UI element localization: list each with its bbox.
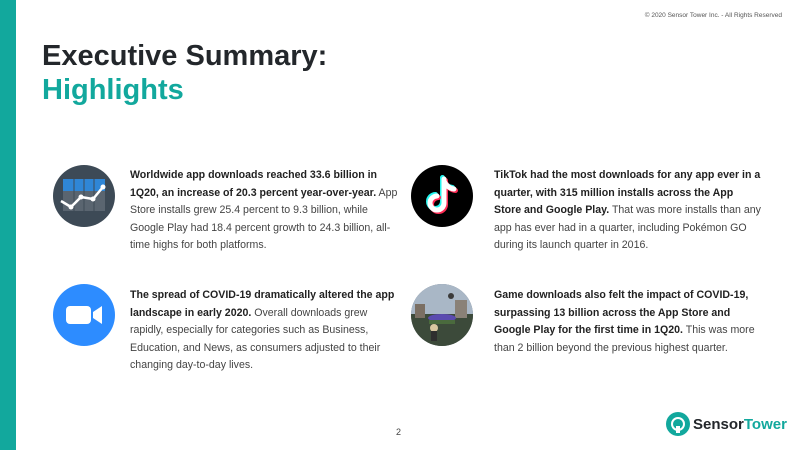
copyright-notice: © 2020 Sensor Tower Inc. - All Rights Reserved: [644, 12, 782, 19]
highlight-worldwide-downloads: [130, 167, 398, 255]
page-subtitle: Highlights: [42, 74, 184, 106]
highlight-text: [130, 167, 398, 255]
brand-part-tower: Tower: [743, 415, 787, 433]
highlight-body: App Store installs grew 25.4 percent to 9.3 billion, while Google Play had 18.4 percent growth to 24.3 billion, all-time highs for both platforms.: [130, 186, 398, 251]
highlight-covid-impact: [130, 287, 398, 375]
page-title: Executive Summary:: [42, 40, 328, 72]
highlight-body: Overall downloads grew rapidly, especially for categories such as Business, Education, and News, as consumers adjusted to their changing day-to-day lives.: [130, 306, 381, 371]
brand-part-sensor: Sensor: [693, 415, 744, 433]
highlight-body: That was more installs than any app has ever had in a quarter, including Pokémon GO during its launch quarter in 2016.: [494, 204, 761, 251]
sensor-tower-logo: [666, 412, 787, 436]
highlight-bold: Game downloads also felt the impact of COVID-19, surpassing 13 billion across the App Store and Google Play for the first time in 1Q20.: [494, 289, 749, 336]
highlight-game-downloads: [494, 287, 762, 357]
line-chart-icon: [53, 165, 115, 227]
highlight-text: [494, 287, 762, 357]
highlight-text: [130, 287, 398, 375]
highlight-bold: Worldwide app downloads reached 33.6 billion in 1Q20, an increase of 20.3 percent year-over-year.: [130, 169, 378, 199]
tiktok-logo-icon: [411, 165, 473, 227]
zoom-video-icon: [53, 284, 115, 346]
sensor-tower-mark-icon: [666, 412, 690, 436]
accent-sidebar: [0, 0, 16, 450]
page-number: 2: [396, 427, 402, 437]
highlight-bold: The spread of COVID-19 dramatically altered the app landscape in early 2020.: [130, 289, 395, 319]
highlight-text: [494, 167, 762, 255]
highlight-bold: TikTok had the most downloads for any app ever in a quarter, with 315 million installs across the App Store and Google Play.: [494, 169, 761, 216]
brand-wordmark: [693, 416, 787, 433]
game-scene-icon: [411, 284, 473, 346]
highlight-body: This was more than 2 billion beyond the previous highest quarter.: [494, 324, 755, 354]
highlight-tiktok: [494, 167, 762, 255]
